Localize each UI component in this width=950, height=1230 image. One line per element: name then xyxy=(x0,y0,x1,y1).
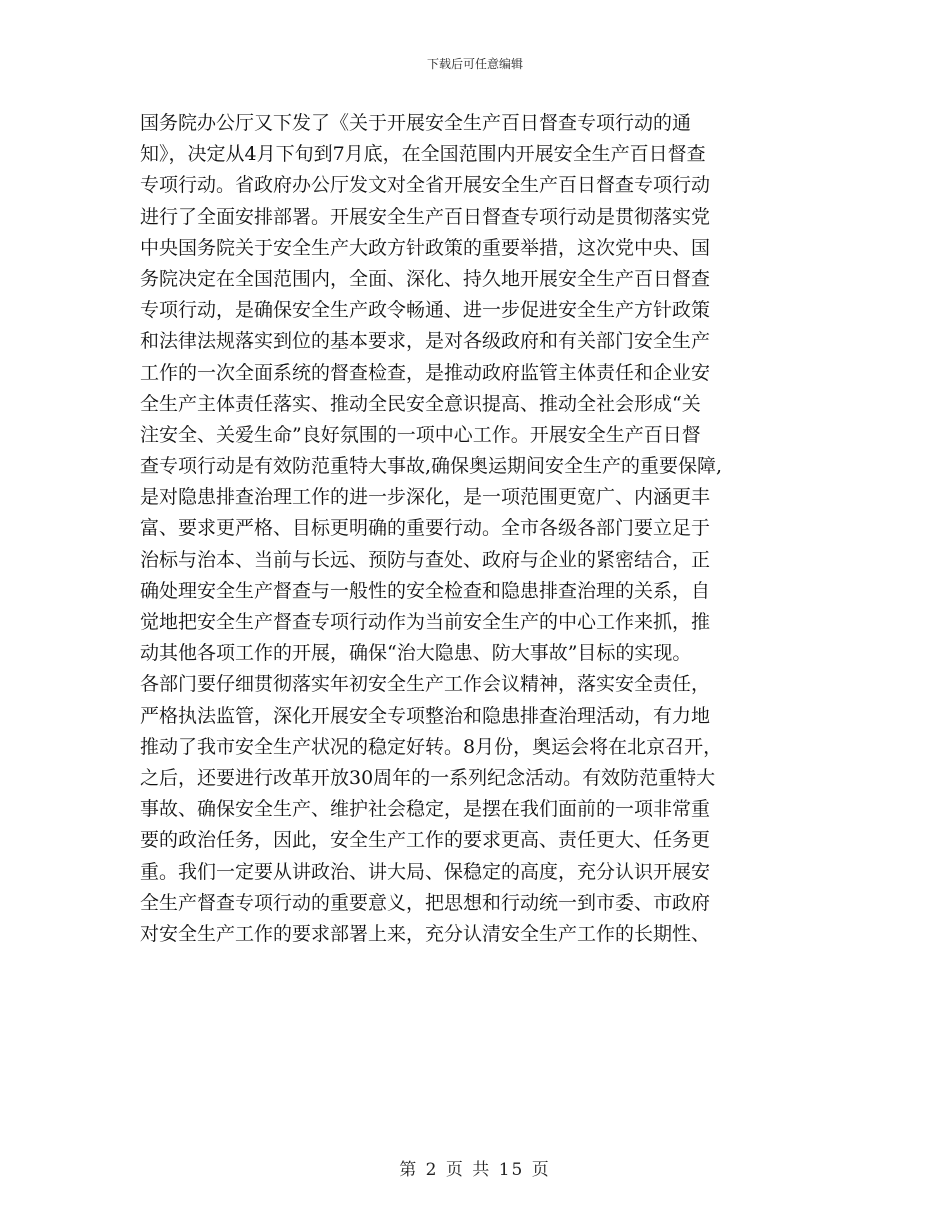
text-line: 查专项行动是有效防范重特大事故,确保奥运期间安全生产的重要保障, xyxy=(140,455,723,478)
text-line: 动其他各项工作的开展，确保“治大隐患、防大事故”目标的实现。 xyxy=(140,642,692,665)
text-line: 知》，决定从4月下旬到7月底，在全国范围内开展安全生产百日督查 xyxy=(140,143,706,166)
text-line: 事故、确保安全生产、维护社会稳定，是摆在我们面前的一项非常重 xyxy=(140,798,711,821)
page-number-footer: 第 2 页 共 15 页 xyxy=(399,1160,551,1180)
text-line: 推动了我市安全生产状况的稳定好转。8月份，奥运会将在北京召开， xyxy=(140,735,723,758)
text-line: 各部门要仔细贯彻落实年初安全生产工作会议精神，落实安全责任， xyxy=(140,673,711,696)
text-line: 专项行动，是确保安全生产政令畅通、进一步促进安全生产方针政策 xyxy=(140,299,711,322)
text-line: 重。我们一定要从讲政治、讲大局、保稳定的高度，充分认识开展安 xyxy=(140,860,711,883)
body-text xyxy=(140,108,830,950)
text-line: 治标与治本、当前与长远、预防与查处、政府与企业的紧密结合，正 xyxy=(140,548,711,571)
text-line: 进行了全面安排部署。开展安全生产百日督查专项行动是贯彻落实党 xyxy=(140,205,711,228)
text-line: 是对隐患排查治理工作的进一步深化，是一项范围更宽广、内涵更丰 xyxy=(140,486,711,509)
text-line: 严格执法监管，深化开展安全专项整治和隐患排查治理活动，有力地 xyxy=(140,704,711,727)
text-line: 全生产主体责任落实、推动全民安全意识提高、推动全社会形成“关 xyxy=(140,392,701,415)
text-line: 确处理安全生产督查与一般性的安全检查和隐患排查治理的关系，自 xyxy=(140,579,711,602)
text-line: 注安全、关爱生命”良好氛围的一项中心工作。开展安全生产百日督 xyxy=(140,423,701,446)
text-line: 要的政治任务，因此，安全生产工作的要求更高、责任更大、任务更 xyxy=(140,829,711,852)
text-line: 全生产督查专项行动的重要意义，把思想和行动统一到市委、市政府 xyxy=(140,891,711,914)
text-line: 中央国务院关于安全生产大政方针政策的重要举措，这次党中央、国 xyxy=(140,236,711,259)
text-line: 对安全生产工作的要求部署上来，充分认清安全生产工作的长期性、 xyxy=(140,922,711,945)
text-line: 国务院办公厅又下发了《关于开展安全生产百日督查专项行动的通 xyxy=(140,112,692,134)
text-line: 务院决定在全国范围内，全面、深化、持久地开展安全生产百日督查 xyxy=(140,267,711,290)
text-line: 专项行动。省政府办公厅发文对全省开展安全生产百日督查专项行动 xyxy=(140,174,711,197)
text-line: 觉地把安全生产督查专项行动作为当前安全生产的中心工作来抓，推 xyxy=(140,611,711,633)
text-line: 工作的一次全面系统的督查检查，是推动政府监管主体责任和企业安 xyxy=(140,361,711,384)
text-line: 之后，还要进行改革开放30周年的一系列纪念活动。有效防范重特大 xyxy=(140,766,716,789)
text-line: 富、要求更严格、目标更明确的重要行动。全市各级各部门要立足于 xyxy=(140,517,711,540)
page-header: 下载后可任意编辑 xyxy=(426,57,523,71)
text-line: 和法律法规落实到位的基本要求，是对各级政府和有关部门安全生产 xyxy=(140,330,711,353)
